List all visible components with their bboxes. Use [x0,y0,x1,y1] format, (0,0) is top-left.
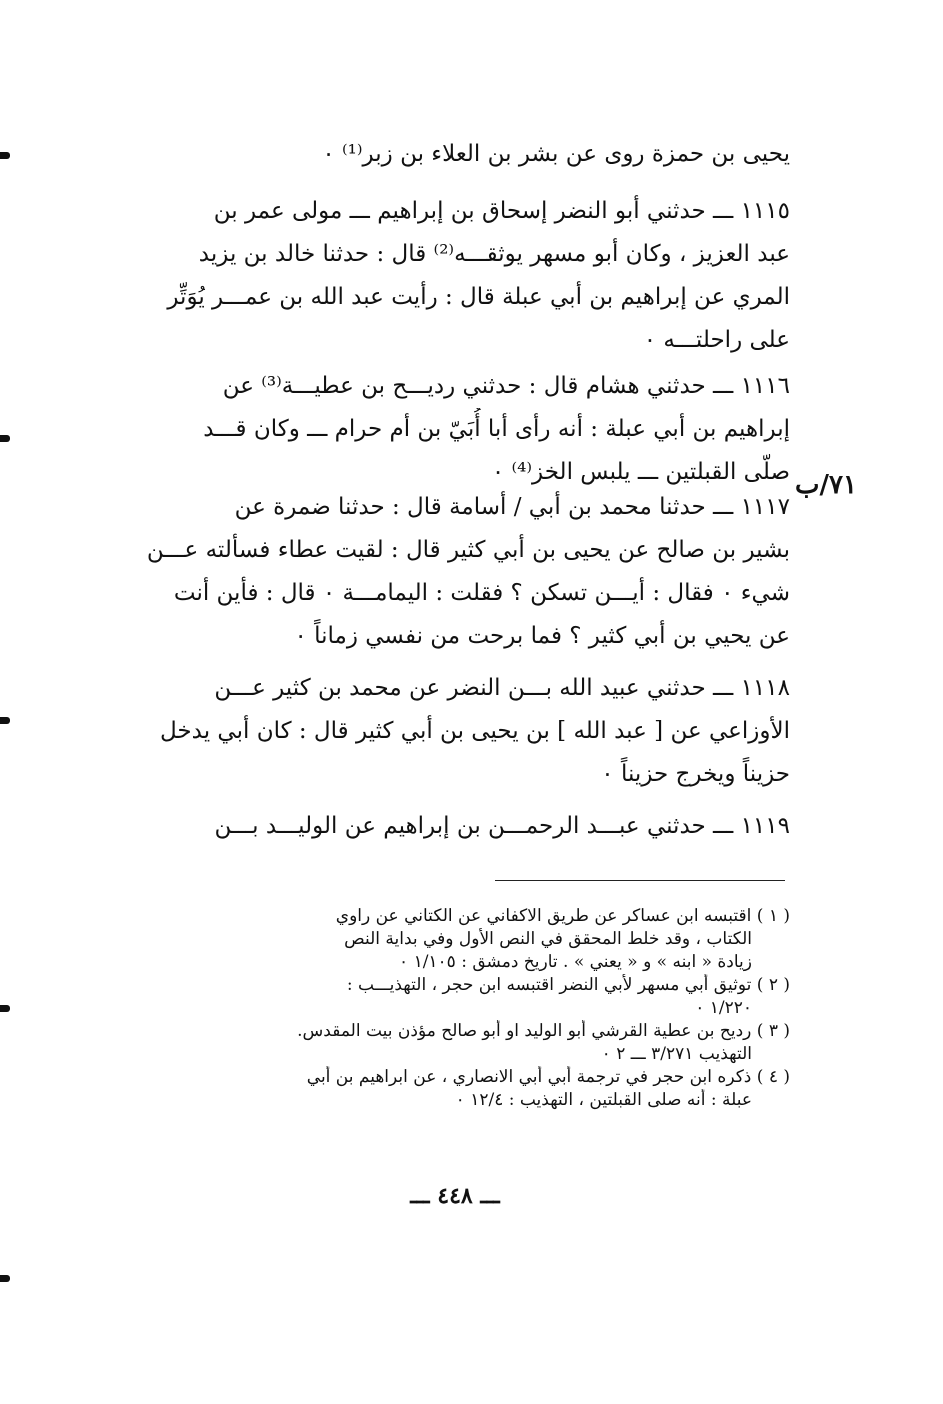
text-line: على راحلتـــه ٠ [643,327,790,353]
footnote-2: ( ٢ ) توثيق أبي مسهر لأبي النضر اقتبسه ابن حجر ، التهذيـــب : [346,975,790,995]
text-line: إبراهيم بن أبي عبلة : أنه رأى أبا أُبَيّ بن أم حرام ـــ وكان قـــد [203,416,790,442]
text-line: شيء ٠ فقال : أيـــن تسكن ؟ فقلت : اليمامـــة ٠ قال : فأين أنت [173,580,790,606]
text-line: ١١١٩ ـــ حدثني عبـــد الرحمـــن بن إبراهيم عن الوليـــد بـــن [214,813,790,839]
manuscript-folio-marker: ٧١/ب [795,470,857,500]
text-line: حزيناً ويخرج حزيناً ٠ [601,761,790,787]
footnote-2-cont: ١/٢٢٠ ٠ [695,998,752,1018]
footnote-3-cont: التهذيب ٣/٢٧١ ـــ ٢ ٠ [601,1044,752,1064]
text-line: عبد العزيز ، وكان أبو مسهر يوثقـــه⁽²⁾ قال : حدثنا خالد بن يزيد [198,241,790,267]
scan-edge-mark [0,152,10,159]
hadith-1117 [140,486,790,658]
hadith-1115 [140,190,790,362]
text-line: ١١١٦ ـــ حدثني هشام قال : حدثني رديـــح بن عطيـــة⁽³⁾ عن [222,373,790,399]
text-line: الأوزاعي عن [ عبد الله ] بن يحيى بن أبي كثير قال : كان أبي يدخل [160,718,790,744]
hadith-1118 [140,667,790,796]
text-line: ١١١٨ ـــ حدثني عبيد الله بـــن النضر عن محمد بن كثير عـــن [214,675,790,701]
body-text [140,133,790,176]
footnote-1-cont: زيادة « ابنه » و « يعني » . تاريخ دمشق : ١/١٠٥ ٠ [399,952,752,972]
scan-edge-mark [0,1005,10,1012]
scan-edge-mark [0,435,10,442]
footnote-4-cont: عبلة : أنه صلى القبلتين ، التهذيب : ١٢/٤ ٠ [455,1090,752,1110]
scan-edge-mark [0,717,10,724]
text-line: عن يحيي بن أبي كثير ؟ فما برحت من نفسي زماناً ٠ [294,623,790,649]
hadith-1119 [140,805,790,848]
text-line: يحيى بن حمزة روى عن بشر بن العلاء بن زبر⁽¹⁾ ٠ [322,141,790,167]
footnote-3: ( ٣ ) رديح بن عطية القرشي أبو الوليد او أبو صالح مؤذن بيت المقدس. [297,1021,790,1041]
text-line: بشير بن صالح عن يحيى بن أبي كثير قال : لقيت عطاء فسألته عـــن [146,537,790,563]
footnotes [140,905,790,1112]
footnote-4: ( ٤ ) ذكره ابن حجر في ترجمة أبي أبي الانصاري ، عن ابراهيم بن أبي [306,1067,790,1087]
footnote-1: ( ١ ) اقتبسه ابن عساكر عن طريق الاكفاني عن الكتاني عن راوي [335,906,790,926]
footnote-1-cont: الكتاب ، وقد خلط المحقق في النص الأول وفي بداية النص [344,929,752,949]
scan-edge-mark [0,1275,10,1282]
footnote-separator [495,880,785,881]
hadith-1116 [140,365,790,494]
text-line: ١١١٥ ـــ حدثني أبو النضر إسحاق بن إبراهيم ـــ مولى عمر بن [213,198,790,224]
text-line: صلّى القبلتين ـــ يلبس الخز⁽⁴⁾ ٠ [491,459,790,485]
text-line: ١١١٧ ـــ حدثنا محمد بن أبي / أسامة قال : حدثنا ضمرة عن [234,494,790,520]
text-line: المري عن إبراهيم بن أبي عبلة قال : رأيت عبد الله بن عمـــر يُوَتِّر [167,284,790,310]
page-number: ـــ ٤٤٨ ـــ [410,1183,500,1209]
